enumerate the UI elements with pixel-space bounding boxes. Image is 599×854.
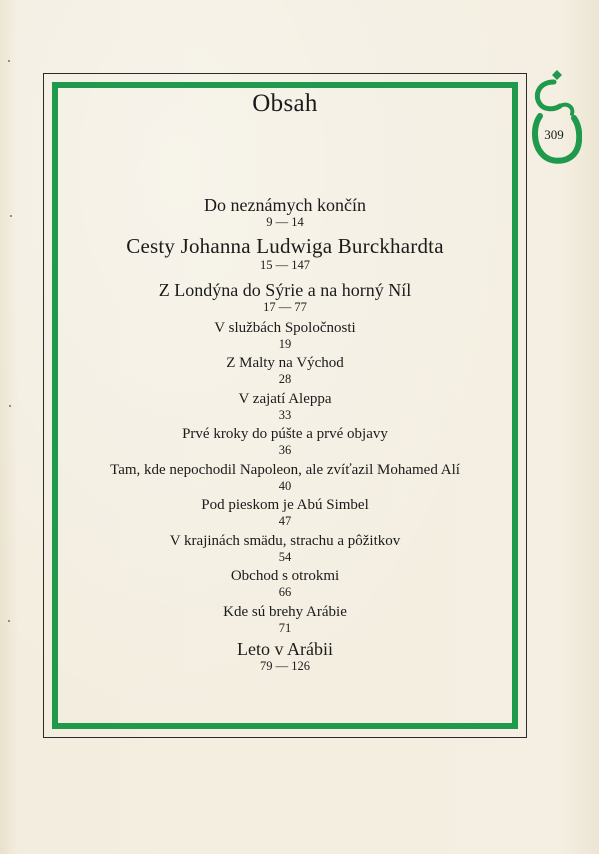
toc-entry-title: Kde sú brehy Arábie [223,603,347,620]
toc-entry-title: V službách Spoločnosti [214,319,356,336]
paper-speck [8,620,10,622]
paper-speck [8,60,10,62]
toc-entry-pages: 9 — 14 [266,215,304,229]
toc-entry-title: V krajinách smädu, strachu a pôžitkov [169,532,401,549]
toc-entry-pages: 40 [278,478,292,493]
toc-entry-pages: 79 — 126 [260,659,310,673]
table-of-contents [58,196,512,680]
toc-entry-title: V zajatí Aleppa [238,390,332,407]
toc-entry [58,233,512,272]
toc-entry [58,427,512,457]
toc-entry [58,196,512,229]
toc-entry-pages: 54 [278,549,292,564]
paper-speck [9,405,11,407]
toc-entry-pages: 17 — 77 [263,300,307,314]
toc-entry [58,321,512,351]
page-title: Obsah [252,90,318,117]
toc-entry-pages: 33 [278,407,292,422]
page-number: 309 [544,127,564,142]
toc-entry-title: Pod pieskom je Abú Simbel [201,497,369,513]
toc-entry-title: Leto v Arábii [237,639,333,659]
toc-entry [58,534,512,564]
toc-entry-pages: 71 [278,620,292,635]
toc-entry-pages: 47 [278,514,292,528]
toc-entry [58,356,512,386]
toc-entry-title: Tam, kde nepochodil Napoleon, ale zvíťazil Mohamed Alí [110,461,460,478]
toc-entry-title: Do neznámych končín [204,195,366,215]
toc-entry [58,569,512,599]
toc-entry [58,463,512,493]
toc-entry [58,281,512,314]
toc-entry-title: Z Londýna do Sýrie a na horný Níl [158,280,412,300]
toc-entry-title: Prvé kroky do púšte a prvé objavy [182,426,388,442]
toc-entry-pages: 28 [278,372,292,386]
toc-entry [58,605,512,635]
green-serpent-emblem-icon [532,70,582,165]
toc-entry [58,392,512,422]
toc-entry-pages: 36 [278,443,292,457]
paper-speck [10,215,12,217]
toc-entry-pages: 15 — 147 [260,257,310,272]
toc-entry [58,498,512,528]
toc-entry-pages: 66 [278,585,292,599]
toc-entry-title: Cesty Johanna Ludwiga Burckhardta [126,233,444,258]
toc-entry-title: Z Malty na Východ [226,355,344,371]
toc-entry-pages: 19 [278,336,292,351]
toc-entry-title: Obchod s otrokmi [230,568,340,584]
toc-entry [58,640,512,673]
